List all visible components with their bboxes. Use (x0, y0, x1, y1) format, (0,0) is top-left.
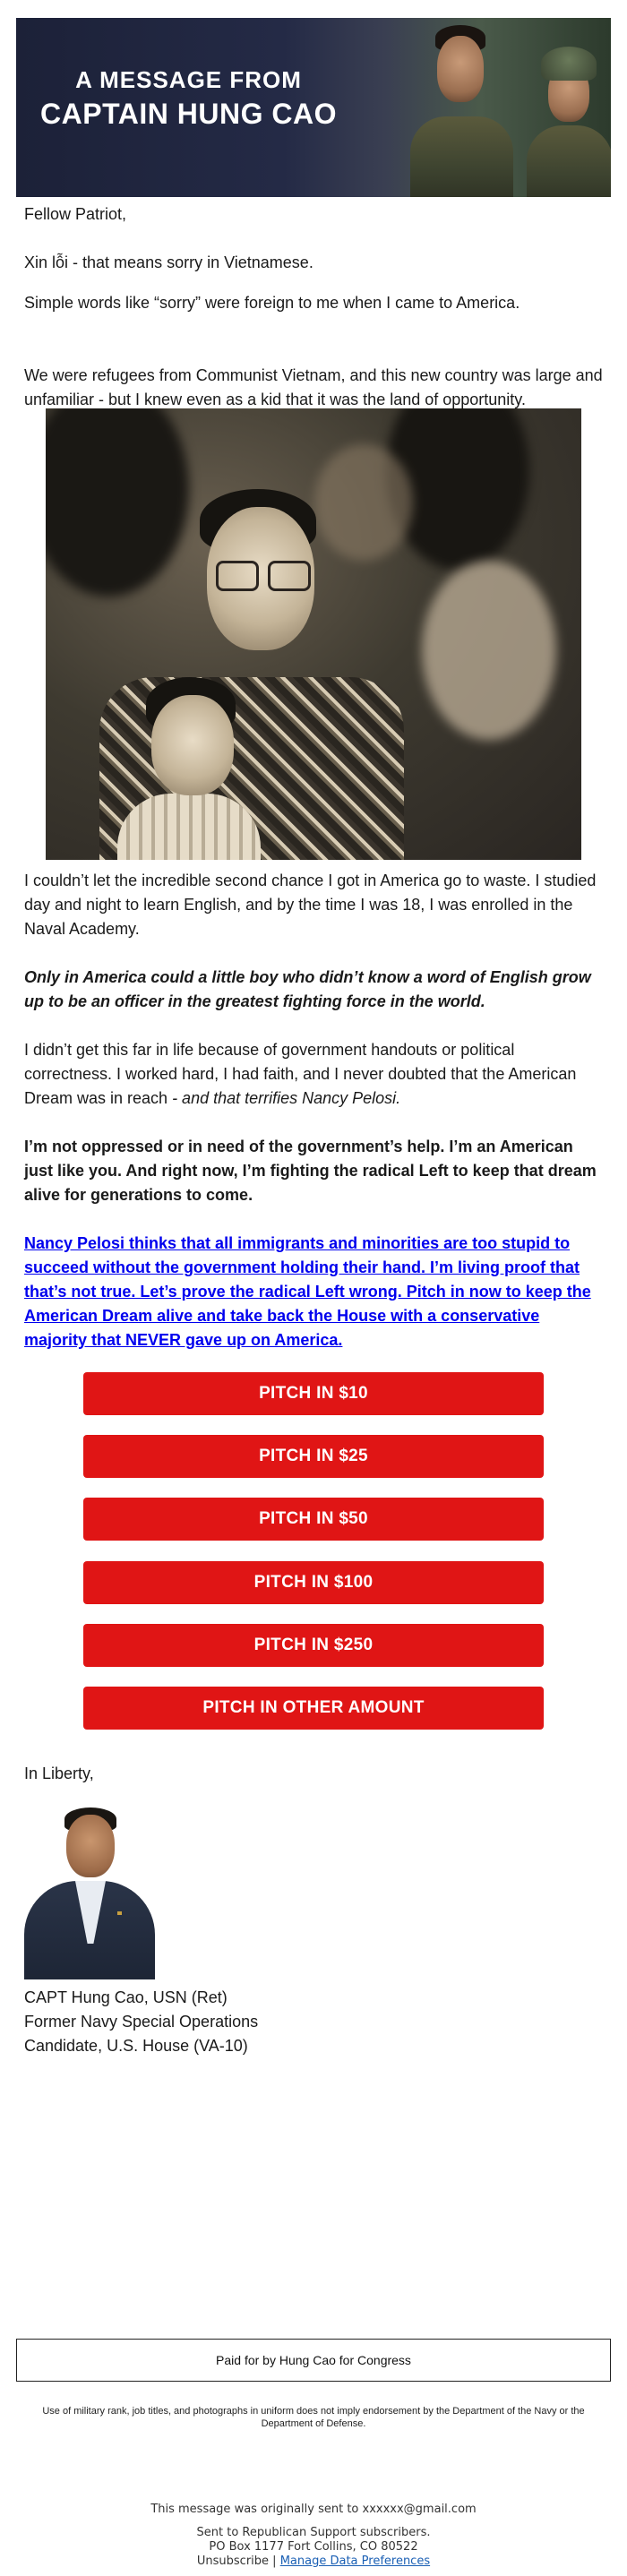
military-disclaimer: Use of military rank, job titles, and photographs in uniform does not imply endorsement by the Department of the Navy or the Department of Defense. (42, 2406, 585, 2429)
vietnamese-term: Xin lỗi (24, 253, 69, 271)
banner-photo-soldier (525, 27, 611, 197)
footer-address: PO Box 1177 Fort Collins, CO 80522 (209, 2540, 418, 2554)
paragraph-worked-hard (24, 1038, 605, 1111)
pitch-in-100-button[interactable]: PITCH IN $100 (83, 1561, 544, 1604)
closing: In Liberty, (24, 1765, 94, 1782)
banner-title-line2: CAPTAIN HUNG CAO (40, 98, 337, 130)
banner-photo-officer (401, 18, 518, 197)
footer-subscription-info (0, 2526, 627, 2569)
unsubscribe-link[interactable]: Unsubscribe (196, 2555, 270, 2568)
paragraph-call-to-action (24, 1232, 605, 1352)
paragraph-worked-hard-main: I didn’t get this far in life because of government handouts or political correctness. I worked hard, I had faith, and I never doubted that the American Dream was in reach (24, 1041, 577, 1107)
paragraph-sorry (24, 251, 605, 275)
signature-role: Former Navy Special Operations (24, 2013, 259, 2031)
pitch-in-other-amount-button[interactable]: PITCH IN OTHER AMOUNT (83, 1687, 544, 1730)
pitch-in-10-button[interactable]: PITCH IN $10 (83, 1372, 544, 1415)
paragraph-second-chance: I couldn’t let the incredible second chance I got in America go to waste. I studied day and night to learn English, and by the time I was 18, I was enrolled in the Naval Academy. (24, 872, 597, 938)
pitch-in-50-button[interactable]: PITCH IN $50 (83, 1498, 544, 1541)
paragraph-not-oppressed: I’m not oppressed or in need of the government’s help. I’m an American just like you. And right now, I’m fighting the radical Left to keep that dream alive for generations to come. (24, 1138, 597, 1204)
header-banner (16, 18, 611, 197)
donate-link[interactable]: Nancy Pelosi thinks that all immigrants and minorities are too stupid to succeed without the government holding their hand. I’m living proof that that’s not true. Let’s prove the radical Left wrong. Pitch in now to keep the American Dream alive and take back the House with a conservative majority that NEVER gave up on America. (24, 1234, 591, 1349)
paragraph-only-in-america: Only in America could a little boy who didn’t know a word of English grow up to be an officer in the greatest fighting force in the world. (24, 968, 591, 1010)
footer-subscribers: Sent to Republican Support subscribers. (196, 2526, 431, 2539)
signature-candidacy: Candidate, U.S. House (VA-10) (24, 2037, 248, 2055)
pitch-in-25-button[interactable]: PITCH IN $25 (83, 1435, 544, 1478)
banner-title (16, 66, 361, 131)
family-photo (46, 408, 581, 860)
paragraph-refugees: We were refugees from Communist Vietnam, and this new country was large and unfamiliar - but I knew even as a kid that it was the land of opportunity. (24, 366, 603, 408)
signature-name: CAPT Hung Cao, USN (Ret) (24, 1988, 228, 2006)
banner-title-line1: A MESSAGE FROM (75, 66, 302, 93)
footer-separator: | (272, 2555, 277, 2568)
manage-data-preferences-link[interactable]: Manage Data Preferences (279, 2555, 431, 2568)
paragraph-sorry-rest: - that means sorry in Vietnamese. (68, 253, 314, 271)
footer-links (0, 2555, 627, 2569)
footer-sent-to: This message was originally sent to xxxxxx@gmail.com (150, 2503, 477, 2516)
candidate-portrait (24, 1795, 155, 1979)
paragraph-foreign-words: Simple words like “sorry” were foreign to me when I came to America. (24, 294, 520, 312)
signature-block (24, 1986, 605, 2058)
pitch-in-250-button[interactable]: PITCH IN $250 (83, 1624, 544, 1667)
paid-for-box: Paid for by Hung Cao for Congress (16, 2339, 611, 2382)
greeting: Fellow Patriot, (24, 205, 127, 223)
pelosi-aside: - and that terrifies Nancy Pelosi. (172, 1089, 401, 1107)
